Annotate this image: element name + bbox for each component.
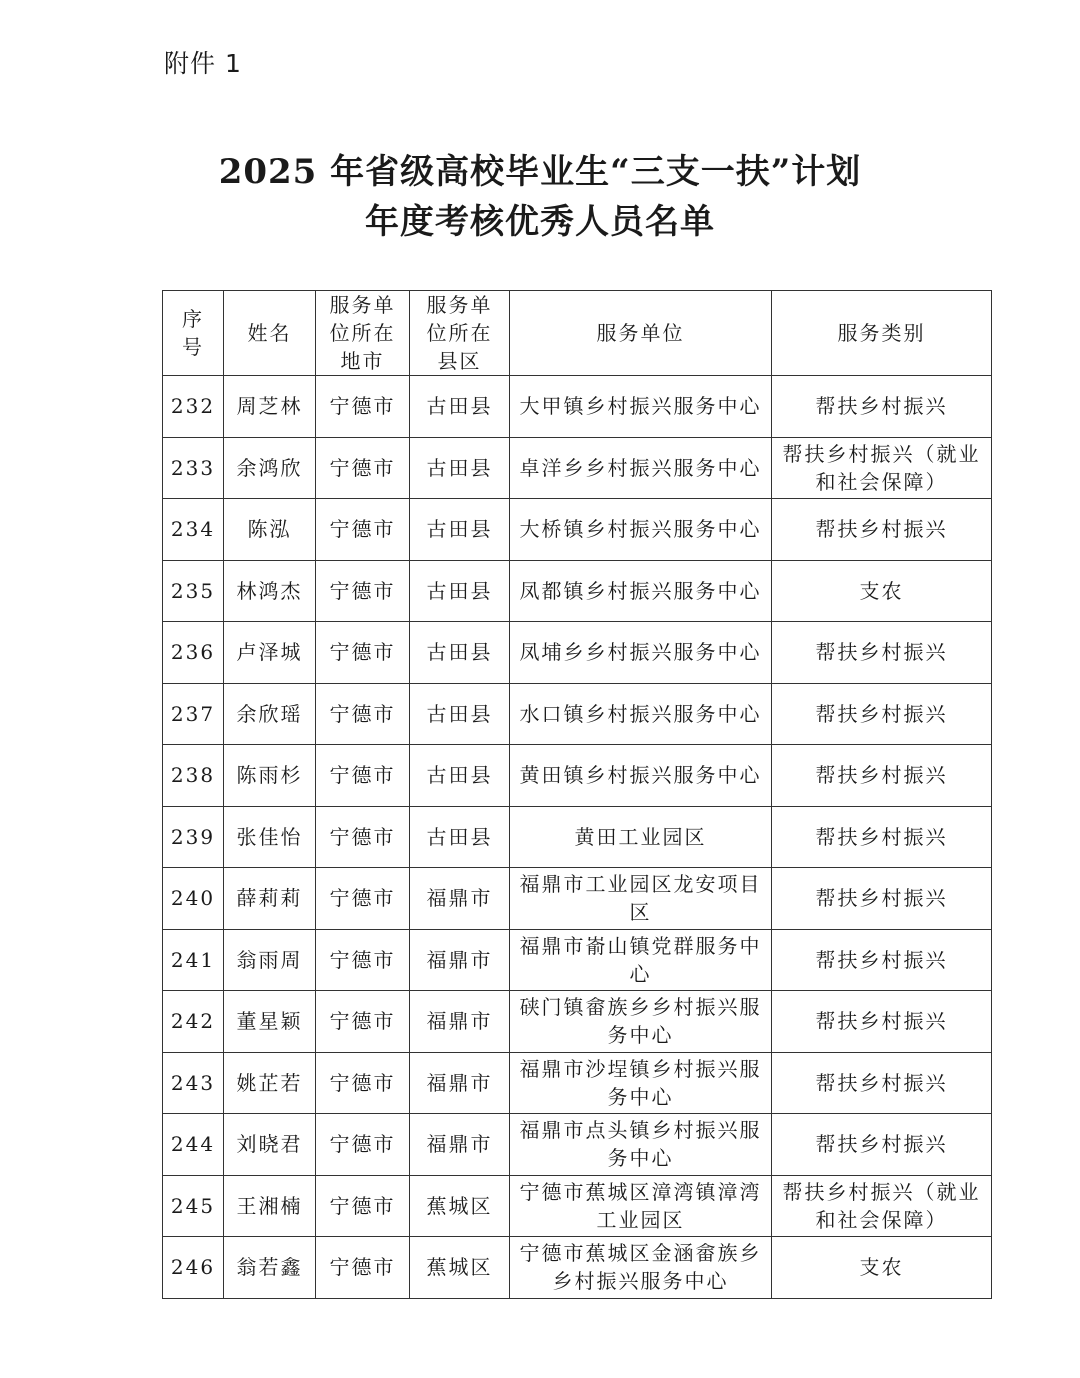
cell-category: 支农: [772, 1237, 992, 1299]
cell-county: 蕉城区: [410, 1237, 510, 1299]
cell-name: 翁若鑫: [224, 1237, 316, 1299]
cell-city: 宁德市: [316, 560, 410, 622]
cell-unit: 宁德市蕉城区漳湾镇漳湾工业园区: [510, 1175, 772, 1237]
cell-name: 姚芷若: [224, 1052, 316, 1114]
header-county-label: 服务单位所在县区: [426, 293, 493, 373]
header-category: [772, 291, 992, 376]
cell-county: 福鼎市: [410, 991, 510, 1053]
cell-name: 余欣瑶: [224, 683, 316, 745]
cell-city: 宁德市: [316, 499, 410, 561]
table-row: [163, 683, 992, 745]
cell-category: 帮扶乡村振兴（就业和社会保障）: [772, 437, 992, 499]
cell-unit: 黄田镇乡村振兴服务中心: [510, 745, 772, 807]
table-row: [163, 1052, 992, 1114]
cell-name: 王湘楠: [224, 1175, 316, 1237]
cell-city: 宁德市: [316, 1052, 410, 1114]
cell-seq: 239: [163, 806, 224, 868]
table-row: [163, 376, 992, 438]
cell-city: 宁德市: [316, 1114, 410, 1176]
cell-unit: 卓洋乡乡村振兴服务中心: [510, 437, 772, 499]
cell-category: 帮扶乡村振兴: [772, 499, 992, 561]
cell-seq: 244: [163, 1114, 224, 1176]
cell-unit: 福鼎市嵛山镇党群服务中心: [510, 929, 772, 991]
cell-category: 帮扶乡村振兴: [772, 1052, 992, 1114]
cell-seq: 235: [163, 560, 224, 622]
cell-county: 古田县: [410, 560, 510, 622]
cell-name: 翁雨周: [224, 929, 316, 991]
cell-city: 宁德市: [316, 622, 410, 684]
table-row: [163, 1175, 992, 1237]
cell-category: 帮扶乡村振兴: [772, 376, 992, 438]
cell-county: 古田县: [410, 622, 510, 684]
cell-county: 古田县: [410, 683, 510, 745]
cell-seq: 240: [163, 868, 224, 930]
cell-seq: 232: [163, 376, 224, 438]
cell-category: 帮扶乡村振兴: [772, 929, 992, 991]
cell-category: 帮扶乡村振兴: [772, 806, 992, 868]
table-row: [163, 868, 992, 930]
table-row: [163, 437, 992, 499]
document-title-line1: 2025 年省级高校毕业生“三支一扶”计划: [218, 152, 862, 192]
cell-seq: 245: [163, 1175, 224, 1237]
header-unit-label: 服务单位: [596, 321, 685, 345]
cell-county: 古田县: [410, 745, 510, 807]
cell-category: 帮扶乡村振兴（就业和社会保障）: [772, 1175, 992, 1237]
cell-name: 董星颖: [224, 991, 316, 1053]
cell-seq: 246: [163, 1237, 224, 1299]
cell-category: 支农: [772, 560, 992, 622]
table-row: [163, 499, 992, 561]
cell-seq: 243: [163, 1052, 224, 1114]
cell-unit: 凤都镇乡村振兴服务中心: [510, 560, 772, 622]
cell-city: 宁德市: [316, 745, 410, 807]
cell-name: 余鸿欣: [224, 437, 316, 499]
header-name: [224, 291, 316, 376]
cell-city: 宁德市: [316, 1175, 410, 1237]
table-row: [163, 745, 992, 807]
cell-city: 宁德市: [316, 991, 410, 1053]
cell-county: 古田县: [410, 437, 510, 499]
attachment-label: 附件 1: [164, 49, 242, 78]
cell-category: 帮扶乡村振兴: [772, 991, 992, 1053]
cell-unit: 大甲镇乡村振兴服务中心: [510, 376, 772, 438]
cell-category: 帮扶乡村振兴: [772, 683, 992, 745]
cell-unit: 硖门镇畲族乡乡村振兴服务中心: [510, 991, 772, 1053]
document-title-line2: 年度考核优秀人员名单: [365, 202, 715, 242]
cell-seq: 233: [163, 437, 224, 499]
cell-category: 帮扶乡村振兴: [772, 868, 992, 930]
cell-county: 福鼎市: [410, 1052, 510, 1114]
cell-city: 宁德市: [316, 806, 410, 868]
cell-county: 福鼎市: [410, 1114, 510, 1176]
header-unit: [510, 291, 772, 376]
cell-county: 古田县: [410, 376, 510, 438]
roster-table: [162, 290, 992, 1299]
cell-seq: 237: [163, 683, 224, 745]
cell-unit: 凤埔乡乡村振兴服务中心: [510, 622, 772, 684]
cell-unit: 福鼎市点头镇乡村振兴服务中心: [510, 1114, 772, 1176]
cell-seq: 241: [163, 929, 224, 991]
table-row: [163, 622, 992, 684]
cell-name: 林鸿杰: [224, 560, 316, 622]
cell-city: 宁德市: [316, 683, 410, 745]
cell-unit: 福鼎市沙埕镇乡村振兴服务中心: [510, 1052, 772, 1114]
table-row: [163, 806, 992, 868]
cell-category: 帮扶乡村振兴: [772, 1114, 992, 1176]
cell-unit: 宁德市蕉城区金涵畲族乡乡村振兴服务中心: [510, 1237, 772, 1299]
header-city-label: 服务单位所在地市: [329, 293, 396, 373]
cell-name: 周芝林: [224, 376, 316, 438]
cell-seq: 234: [163, 499, 224, 561]
cell-unit: 黄田工业园区: [510, 806, 772, 868]
cell-unit: 大桥镇乡村振兴服务中心: [510, 499, 772, 561]
cell-name: 刘晓君: [224, 1114, 316, 1176]
header-category-label: 服务类别: [837, 321, 926, 345]
table-row: [163, 560, 992, 622]
table-row: [163, 991, 992, 1053]
header-name-label: 姓名: [247, 321, 292, 345]
header-seq-label: 序号: [182, 307, 204, 359]
cell-name: 张佳怡: [224, 806, 316, 868]
cell-name: 陈雨杉: [224, 745, 316, 807]
cell-seq: 238: [163, 745, 224, 807]
cell-city: 宁德市: [316, 376, 410, 438]
cell-county: 古田县: [410, 499, 510, 561]
cell-city: 宁德市: [316, 437, 410, 499]
cell-city: 宁德市: [316, 868, 410, 930]
cell-name: 卢泽城: [224, 622, 316, 684]
table-header-row: [163, 291, 992, 376]
cell-category: 帮扶乡村振兴: [772, 622, 992, 684]
cell-name: 薛莉莉: [224, 868, 316, 930]
cell-county: 福鼎市: [410, 868, 510, 930]
cell-county: 蕉城区: [410, 1175, 510, 1237]
cell-unit: 水口镇乡村振兴服务中心: [510, 683, 772, 745]
table-row: [163, 1114, 992, 1176]
header-seq: [163, 291, 224, 376]
cell-city: 宁德市: [316, 1237, 410, 1299]
table-row: [163, 1237, 992, 1299]
cell-county: 古田县: [410, 806, 510, 868]
cell-seq: 242: [163, 991, 224, 1053]
header-county: [410, 291, 510, 376]
cell-seq: 236: [163, 622, 224, 684]
cell-city: 宁德市: [316, 929, 410, 991]
cell-name: 陈泓: [224, 499, 316, 561]
cell-category: 帮扶乡村振兴: [772, 745, 992, 807]
cell-county: 福鼎市: [410, 929, 510, 991]
cell-unit: 福鼎市工业园区龙安项目区: [510, 868, 772, 930]
table-body: [163, 376, 992, 1299]
table-row: [163, 929, 992, 991]
header-city: [316, 291, 410, 376]
